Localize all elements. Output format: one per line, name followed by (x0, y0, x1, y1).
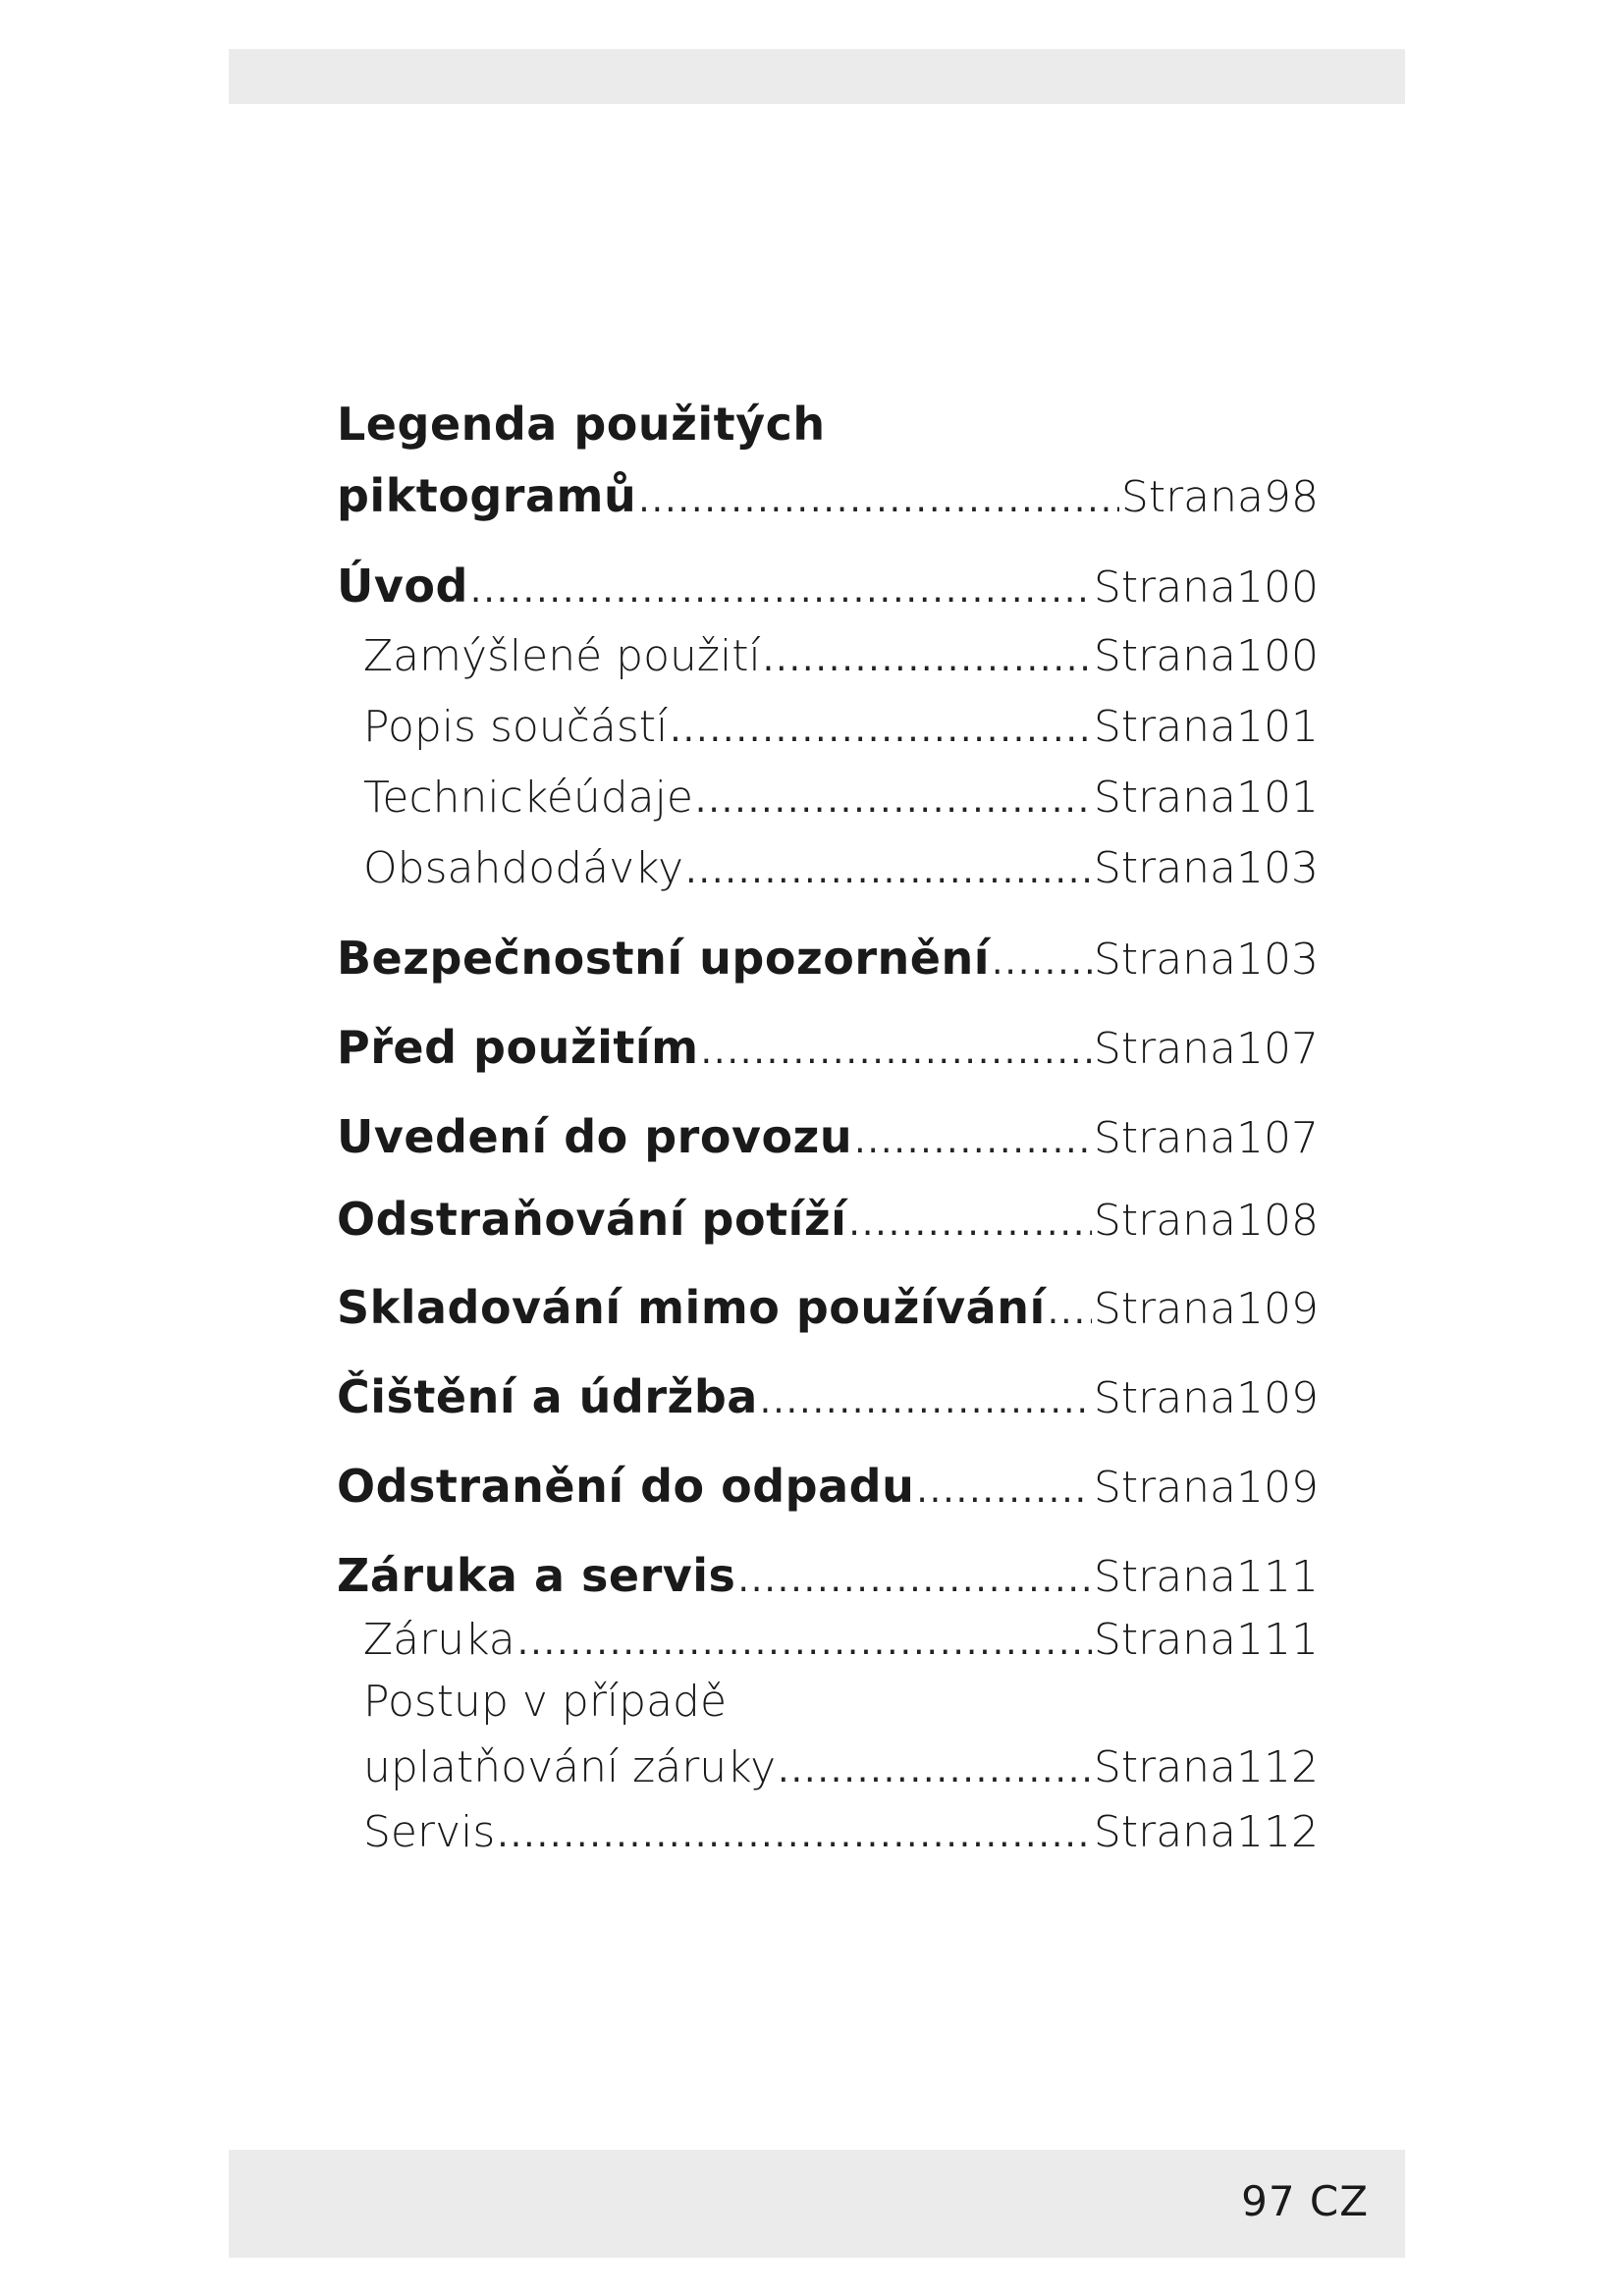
toc-entry-strana: Strana (1093, 1615, 1237, 1665)
toc-entry-strana: Strana (1093, 1463, 1237, 1513)
toc-entry-odstraneni-do-odpadu[interactable] (337, 1460, 1319, 1519)
toc-entry-strana: Strana (1093, 1196, 1237, 1246)
toc-entry-strana: Strana (1093, 1373, 1237, 1423)
toc-entry-page: 107 (1236, 1024, 1319, 1074)
toc-entry-strana: Strana (1093, 562, 1237, 613)
toc-entry-page: 108 (1236, 1196, 1319, 1246)
toc-entry-page: 103 (1236, 934, 1319, 985)
dot-leader (685, 851, 1092, 891)
toc-entry-page: 98 (1264, 472, 1319, 522)
toc-entry-page: 111 (1236, 1615, 1319, 1665)
toc-entry-bezpecnostni-upozorneni[interactable] (337, 932, 1319, 990)
dot-leader (763, 639, 1092, 679)
toc-subentry-technicke-udaje[interactable] (363, 773, 1319, 831)
dot-leader (760, 1381, 1092, 1421)
toc-entry-cisteni-a-udrzba[interactable] (337, 1370, 1319, 1429)
dot-leader (701, 1032, 1092, 1072)
toc-entry-page: 100 (1236, 562, 1319, 613)
toc-entry-label: Popis součástí (363, 702, 669, 752)
dot-leader (848, 1203, 1092, 1244)
toc-entry-strana: Strana (1093, 843, 1237, 893)
toc-entry-odstranovani-potizi[interactable] (337, 1193, 1319, 1252)
toc-entry-uvedeni-do-provozu[interactable] (337, 1110, 1319, 1169)
dot-leader (695, 780, 1092, 821)
toc-entry-label: Skladování mimo používání (337, 1281, 1046, 1334)
toc-subentry-uplatnovani-zaruky[interactable] (363, 1742, 1319, 1801)
toc-entry-page: 109 (1236, 1463, 1319, 1513)
toc-subentry-zaruka[interactable] (363, 1615, 1319, 1674)
toc-entry-label: Zamýšlené použití (363, 631, 761, 681)
toc-entry-strana: Strana (1093, 1552, 1237, 1602)
toc-entry-page: 103 (1236, 843, 1319, 893)
dot-leader (854, 1121, 1092, 1161)
toc-entry-skladovani[interactable] (337, 1281, 1319, 1340)
dot-leader (638, 480, 1119, 520)
toc-entry-label: Bezpečnostní upozornění (337, 932, 990, 985)
toc-entry-strana: Strana (1093, 702, 1237, 752)
toc-entry-page: 109 (1236, 1373, 1319, 1423)
toc-entry-strana: Strana (1093, 934, 1237, 985)
toc-entry-piktogramu[interactable] (337, 469, 1319, 528)
toc-entry-label: Čištění a údržba (337, 1370, 758, 1423)
toc-entry-strana: Strana (1093, 1024, 1237, 1074)
toc-subentry-popis-soucasti[interactable] (363, 702, 1319, 761)
toc-entry-page: 109 (1236, 1284, 1319, 1334)
dot-leader (916, 1470, 1092, 1511)
dot-leader (470, 570, 1092, 611)
toc-subentry-zamyslene-pouziti[interactable] (363, 631, 1319, 690)
toc-entry-page: 100 (1236, 631, 1319, 681)
dot-leader (992, 942, 1092, 983)
dot-leader (1048, 1292, 1092, 1332)
toc-entry-page: 101 (1236, 702, 1319, 752)
toc-entry-strana: Strana (1093, 1284, 1237, 1334)
dot-leader (778, 1750, 1092, 1790)
toc-entry-label: Technickéúdaje (363, 773, 693, 823)
toc-entry-page: 111 (1236, 1552, 1319, 1602)
toc-entry-label: Záruka a servis (337, 1549, 736, 1602)
toc-entry-page: 101 (1236, 773, 1319, 823)
toc-entry-strana: Strana (1093, 631, 1237, 681)
toc-entry-strana: Strana (1093, 1807, 1237, 1857)
toc-entry-label: Před použitím (337, 1021, 699, 1074)
toc-subentry-servis[interactable] (363, 1807, 1319, 1866)
toc-subentry-obsah-dodavky[interactable] (363, 843, 1319, 902)
dot-leader (497, 1815, 1092, 1855)
toc-entry-strana: Strana (1093, 1113, 1237, 1163)
dot-leader (737, 1560, 1091, 1600)
toc-heading-legend-line1: Legenda použitých (337, 398, 826, 451)
toc-entry-strana: Strana (1120, 472, 1264, 522)
toc-entry-label: Uvedení do provozu (337, 1110, 853, 1163)
toc-entry-label: Úvod (337, 560, 468, 613)
toc-entry-page: 112 (1236, 1742, 1319, 1792)
toc-entry-strana: Strana (1093, 1742, 1237, 1792)
toc-entry-label: Servis (363, 1807, 496, 1857)
toc-entry-uvod[interactable] (337, 560, 1319, 618)
toc-entry-label: Obsahdodávky (363, 843, 684, 893)
toc-entry-page: 112 (1236, 1807, 1319, 1857)
toc-entry-label: Záruka (363, 1615, 515, 1665)
toc-entry-zaruka-a-servis[interactable] (337, 1549, 1319, 1608)
dot-leader (670, 710, 1092, 750)
toc-entry-pred-pouzitim[interactable] (337, 1021, 1319, 1080)
page-number: 97 CZ (1241, 2177, 1369, 2225)
toc-entry-strana: Strana (1093, 773, 1237, 823)
toc-subentry-postup-line1: Postup v případě (363, 1677, 728, 1727)
toc-entry-page: 107 (1236, 1113, 1319, 1163)
toc-entry-label: uplatňování záruky (363, 1742, 777, 1792)
toc-entry-label: Odstranění do odpadu (337, 1460, 915, 1513)
footer-band (229, 2150, 1405, 2258)
dot-leader (517, 1623, 1092, 1663)
toc-entry-label: Odstraňování potíží (337, 1193, 847, 1246)
toc-entry-label: piktogramů (337, 469, 637, 522)
